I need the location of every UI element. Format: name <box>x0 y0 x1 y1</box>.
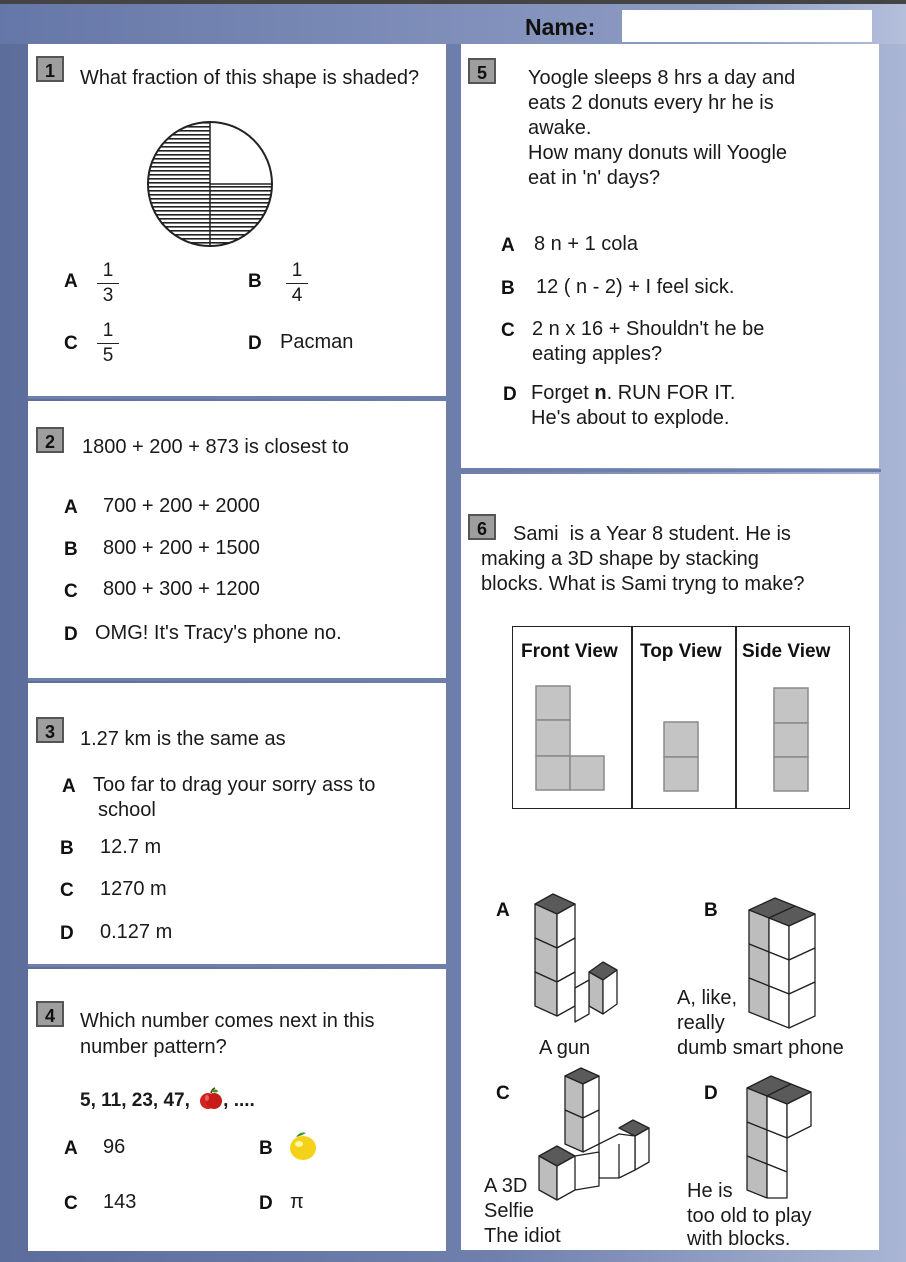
option-d-text[interactable]: Pacman <box>280 331 354 353</box>
option-c-text-line2[interactable]: eating apples? <box>532 343 663 365</box>
option-b-shape[interactable] <box>745 892 837 1038</box>
question-text-line4: How many donuts will Yoogle <box>528 142 788 164</box>
option-a-shape[interactable] <box>531 892 623 1038</box>
question-text-line5: eat in 'n' days? <box>528 167 661 189</box>
option-d-label[interactable]: D <box>704 1083 718 1104</box>
option-b-label[interactable]: B <box>259 1138 273 1159</box>
option-d-label[interactable]: D <box>503 384 517 405</box>
header-bar <box>0 0 906 44</box>
question-text-line2: number pattern? <box>80 1036 227 1058</box>
option-a-text[interactable]: 8 n + 1 cola <box>534 233 638 255</box>
views-table <box>512 626 850 809</box>
option-d-text-line1[interactable]: Forget n. RUN FOR IT. <box>531 382 736 404</box>
question-number: 2 <box>36 427 64 453</box>
option-d-caption-line2: too old to play <box>687 1205 812 1227</box>
divider <box>28 678 450 681</box>
question-text-line3: blocks. What is Sami tryng to make? <box>481 573 805 595</box>
option-d-text-line2[interactable]: He's about to explode. <box>531 407 730 429</box>
question-text-line1: Sami is a Year 8 student. He is <box>513 523 791 545</box>
question-text: 1.27 km is the same as <box>80 728 286 750</box>
option-c-label[interactable]: C <box>496 1083 510 1104</box>
question-4-panel <box>28 969 446 1251</box>
side-view-drawing <box>773 687 813 797</box>
option-d-caption-line1: He is <box>687 1180 733 1202</box>
option-b-caption-line2: really <box>677 1012 725 1034</box>
option-a-label[interactable]: A <box>496 900 510 921</box>
option-b-caption-line1: A, like, <box>677 987 738 1009</box>
question-number: 3 <box>36 717 64 743</box>
question-text: 1800 + 200 + 873 is closest to <box>82 436 349 458</box>
option-b-fraction[interactable]: 1 4 <box>286 260 308 307</box>
option-c-label[interactable]: C <box>64 581 78 602</box>
option-d-text[interactable]: π <box>290 1191 304 1213</box>
apple-icon <box>199 1087 223 1111</box>
question-text-line1: Which number comes next in this <box>80 1010 375 1032</box>
option-b-label[interactable]: B <box>501 278 515 299</box>
option-a-text-line1[interactable]: Too far to drag your sorry ass to <box>93 774 376 796</box>
lemon-icon[interactable] <box>286 1130 320 1162</box>
option-c-caption-line2: Selfie <box>484 1200 535 1222</box>
option-c-label[interactable]: C <box>64 333 78 354</box>
option-a-label[interactable]: A <box>501 235 515 256</box>
circle-figure <box>144 118 276 250</box>
question-text-line2: making a 3D shape by stacking <box>481 548 759 570</box>
question-2-panel <box>28 401 446 678</box>
option-c-label[interactable]: C <box>64 1193 78 1214</box>
option-d-label[interactable]: D <box>64 624 78 645</box>
front-view-drawing <box>535 685 611 795</box>
name-input[interactable] <box>622 10 872 42</box>
option-b-text[interactable]: 800 + 200 + 1500 <box>103 537 260 559</box>
option-a-text[interactable]: 96 <box>103 1136 126 1158</box>
option-d-label[interactable]: D <box>248 333 262 354</box>
question-number: 5 <box>468 58 496 84</box>
option-a-caption: A gun <box>539 1037 591 1059</box>
option-c-text[interactable]: 143 <box>103 1191 137 1213</box>
option-a-label[interactable]: A <box>64 271 78 292</box>
option-b-label[interactable]: B <box>60 838 74 859</box>
option-c-caption-line1: A 3D <box>484 1175 528 1197</box>
question-text: What fraction of this shape is shaded? <box>80 67 420 89</box>
option-d-shape[interactable] <box>745 1070 837 1200</box>
divider <box>461 469 881 472</box>
front-view-header: Front View <box>521 641 618 662</box>
option-b-label[interactable]: B <box>248 271 262 292</box>
option-a-label[interactable]: A <box>64 1138 78 1159</box>
option-a-label[interactable]: A <box>62 776 76 797</box>
option-c-fraction[interactable]: 1 5 <box>97 320 119 367</box>
option-b-label[interactable]: B <box>704 900 718 921</box>
question-number: 4 <box>36 1001 64 1027</box>
option-d-label[interactable]: D <box>259 1193 273 1214</box>
option-c-caption-line3: The idiot <box>484 1225 561 1247</box>
question-text-line2: eats 2 donuts every hr he is <box>528 92 774 114</box>
divider <box>28 396 450 399</box>
number-pattern: 5, 11, 23, 47, , .... <box>80 1087 255 1113</box>
option-b-text[interactable]: 12 ( n - 2) + I feel sick. <box>536 276 735 298</box>
option-d-label[interactable]: D <box>60 923 74 944</box>
option-c-text-line1[interactable]: 2 n x 16 + Shouldn't he be <box>532 318 765 340</box>
side-view-header: Side View <box>742 641 831 662</box>
option-a-fraction[interactable]: 1 3 <box>97 260 119 307</box>
name-label: Name: <box>525 14 596 40</box>
question-number: 1 <box>36 56 64 82</box>
option-c-shape[interactable] <box>535 1066 655 1212</box>
option-b-caption-line3: dumb smart phone <box>677 1037 844 1059</box>
option-d-text[interactable]: OMG! It's Tracy's phone no. <box>95 622 342 644</box>
top-view-header: Top View <box>640 641 722 662</box>
option-c-text[interactable]: 1270 m <box>100 878 167 900</box>
option-c-label[interactable]: C <box>501 320 515 341</box>
option-c-text[interactable]: 800 + 300 + 1200 <box>103 578 260 600</box>
option-a-text-line2[interactable]: school <box>98 799 156 821</box>
question-1-panel <box>28 44 446 396</box>
option-b-text[interactable]: 12.7 m <box>100 836 162 858</box>
option-a-text[interactable]: 700 + 200 + 2000 <box>103 495 260 517</box>
question-3-panel <box>28 683 446 964</box>
option-c-label[interactable]: C <box>60 880 74 901</box>
top-view-drawing <box>663 721 703 795</box>
question-text-line3: awake. <box>528 117 592 139</box>
option-b-label[interactable]: B <box>64 539 78 560</box>
question-text-line1: Yoogle sleeps 8 hrs a day and <box>528 67 796 89</box>
question-number: 6 <box>468 514 496 540</box>
question-6-panel <box>461 474 879 1250</box>
option-d-text[interactable]: 0.127 m <box>100 921 173 943</box>
option-a-label[interactable]: A <box>64 497 78 518</box>
option-d-caption-line3: with blocks. <box>687 1228 791 1250</box>
divider <box>28 964 450 967</box>
question-5-panel <box>461 44 879 468</box>
